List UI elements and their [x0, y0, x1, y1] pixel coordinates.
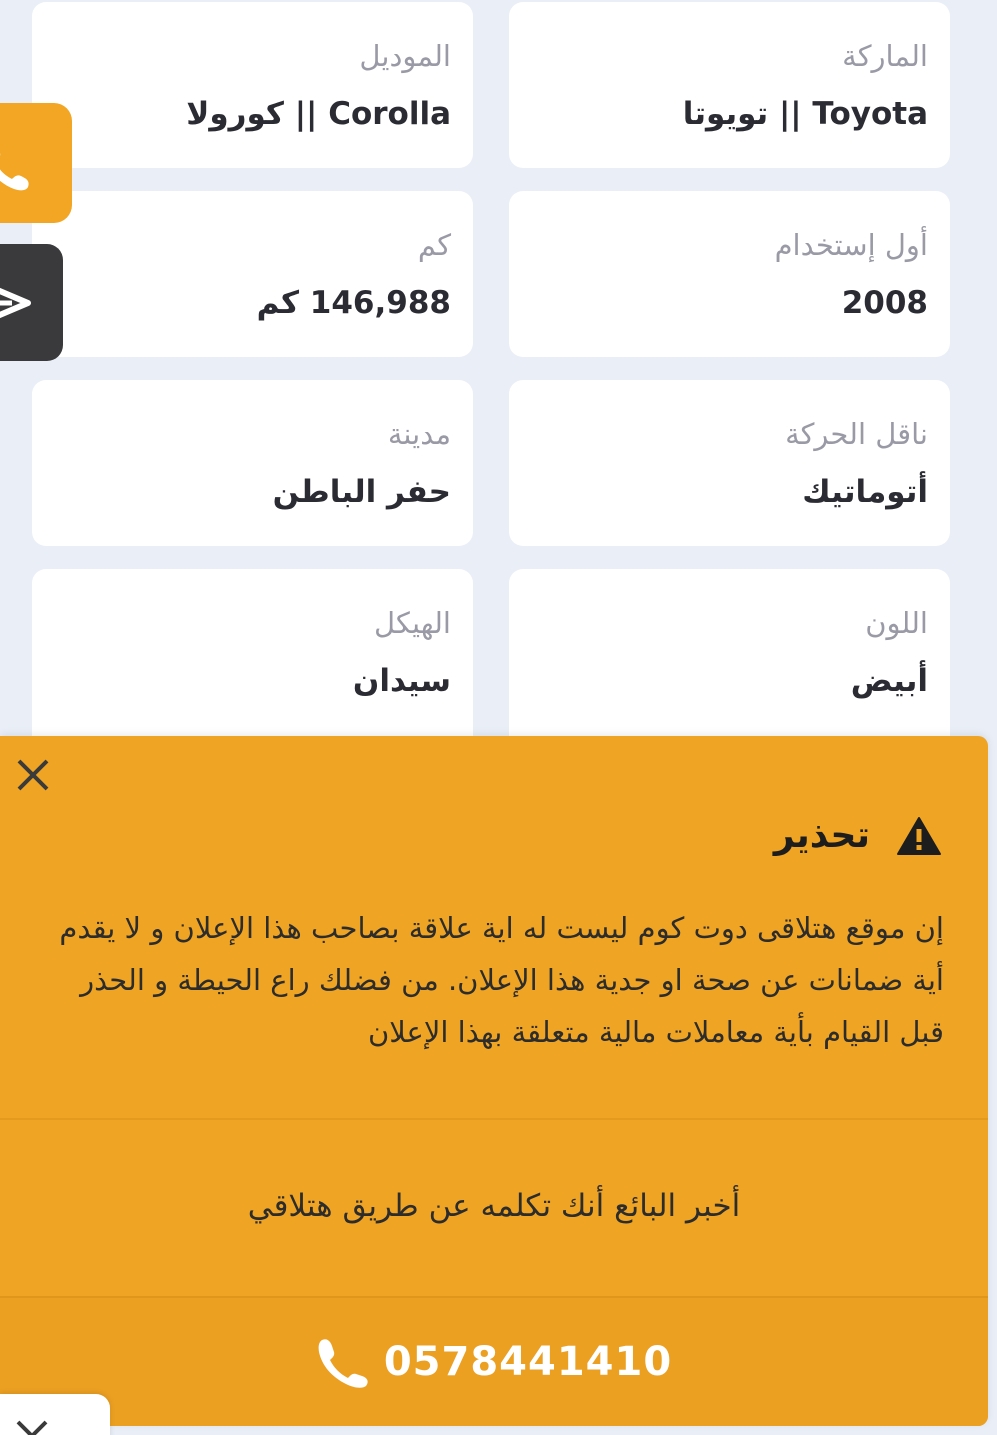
detail-value: Toyota || تويوتا — [682, 96, 928, 132]
side-call-button[interactable] — [0, 103, 72, 223]
seller-phone-number: 0578441410 — [383, 1339, 673, 1385]
detail-value: Corolla || كورولا — [186, 96, 451, 132]
detail-card-city — [32, 380, 473, 546]
phone-icon — [0, 139, 34, 191]
detail-label: الموديل — [359, 39, 451, 73]
close-icon — [14, 1418, 50, 1435]
detail-card-brand — [509, 2, 950, 168]
phone-icon — [316, 1336, 370, 1388]
side-share-button[interactable] — [0, 244, 63, 361]
detail-value: سيدان — [352, 663, 451, 699]
seller-message: أخبر البائع أنك تكلمه عن طريق هتلاقي — [247, 1188, 741, 1224]
warning-panel — [0, 736, 988, 1426]
detail-value: 2008 — [841, 285, 928, 321]
detail-card-model — [32, 2, 473, 168]
detail-value: 146,988 كم — [256, 285, 451, 321]
divider — [0, 1118, 988, 1120]
detail-value: أتوماتيك — [802, 474, 928, 510]
detail-value: أبيض — [850, 663, 928, 699]
detail-label: اللون — [865, 606, 928, 640]
bottom-close-tab[interactable] — [0, 1394, 110, 1435]
warning-text: إن موقع هتلاقى دوت كوم ليست له اية علاقة بصاحب هذا الإعلان و لا يقدم أية ضمانات عن صحة او جدية هذا الإعلان. من فضلك راع الحيطة و الحذر قبل القيام بأية معاملات مالية متعلقة بهذا الإعلان — [59, 911, 944, 1049]
detail-value: حفر الباطن — [272, 474, 451, 510]
detail-card-mileage — [32, 191, 473, 357]
warning-title-row — [774, 814, 942, 858]
detail-card-transmission — [509, 380, 950, 546]
detail-label: الهيكل — [374, 606, 451, 640]
detail-label: مدينة — [387, 417, 451, 451]
share-icon — [0, 278, 34, 328]
detail-label: كم — [417, 228, 451, 262]
warning-title: تحذير — [773, 815, 870, 856]
detail-card-first-use — [509, 191, 950, 357]
call-seller-button[interactable] — [0, 1298, 988, 1426]
close-icon[interactable] — [14, 756, 52, 794]
warning-icon — [896, 816, 942, 856]
detail-label: أول إستخدام — [774, 228, 928, 262]
detail-label: ناقل الحركة — [785, 417, 928, 451]
detail-label: الماركة — [842, 39, 928, 73]
